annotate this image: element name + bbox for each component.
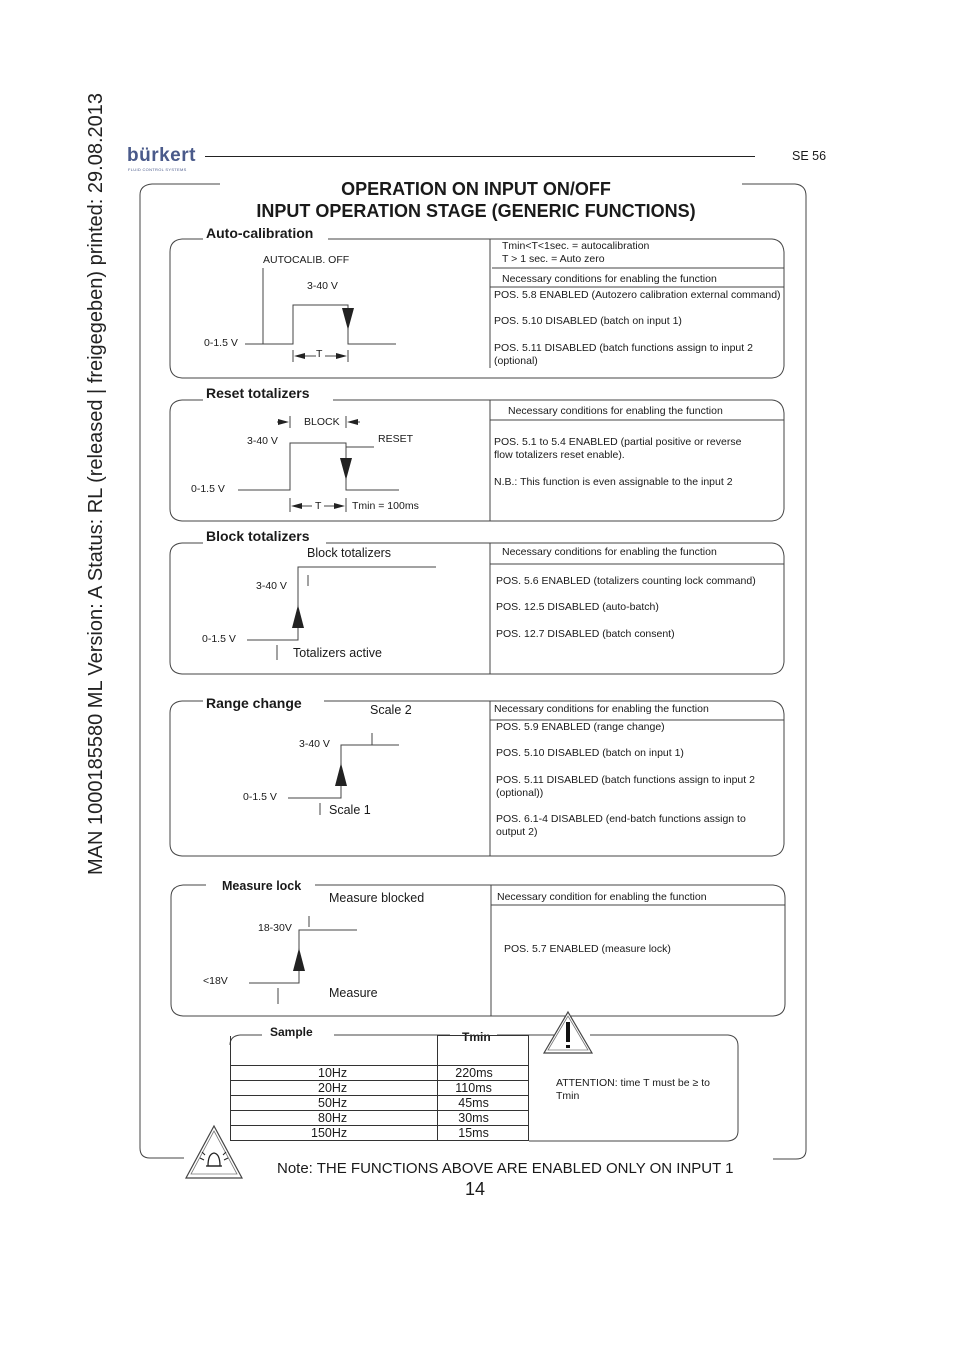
measure-cond-head: Necessary condition for enabling the function — [497, 891, 707, 903]
table-row — [231, 1111, 529, 1126]
autocal-cond-2: POS. 5.10 DISABLED (batch on input 1) — [494, 315, 682, 327]
table-row — [231, 1081, 529, 1096]
reset-reset-label: RESET — [378, 433, 414, 445]
block-cond-head: Necessary conditions for enabling the function — [502, 546, 717, 558]
measure-low-label: <18V — [203, 975, 228, 987]
range-cond-4: POS. 6.1-4 DISABLED (end-batch functions assign to output 2) — [496, 813, 746, 838]
sample-table — [230, 1035, 529, 1141]
table-row — [231, 1096, 529, 1111]
section-title-block: Block totalizers — [206, 528, 310, 544]
reset-tmin-label: Tmin = 100ms — [352, 500, 419, 512]
tmin-cell: 45ms — [438, 1096, 529, 1111]
warning-exclamation-icon — [542, 1010, 594, 1055]
page-title-line1: OPERATION ON INPUT ON/OFF — [341, 179, 611, 199]
tmin-cell: 30ms — [438, 1111, 529, 1126]
sample-cell: 20Hz — [231, 1081, 438, 1096]
autocal-high-label: 3-40 V — [307, 280, 338, 292]
burkert-logo: bürkert — [127, 145, 196, 166]
autocal-off-label: AUTOCALIB. OFF — [263, 254, 350, 266]
autocal-cond-3: POS. 5.11 DISABLED (batch functions assign to input 2 (optional) — [494, 342, 753, 367]
sample-cell: 50Hz — [231, 1096, 438, 1111]
section-title-measure: Measure lock — [222, 879, 302, 893]
section-title-reset: Reset totalizers — [206, 385, 310, 401]
page-number: 14 — [465, 1179, 486, 1199]
doc-code: SE 56 — [792, 149, 827, 163]
warning-bell-icon — [184, 1124, 244, 1181]
autocal-desc2: T > 1 sec. = Auto zero — [502, 253, 605, 265]
measure-high-label: 18-30V — [258, 922, 292, 934]
reset-t-label: T — [315, 500, 322, 512]
autocal-low-label: 0-1.5 V — [204, 337, 238, 349]
tmin-col-header: Tmin — [462, 1030, 491, 1044]
page-title-line2: INPUT OPERATION STAGE (GENERIC FUNCTIONS) — [256, 201, 696, 221]
logo-subtitle: FLUID CONTROL SYSTEMS — [128, 167, 187, 172]
block-high-label: 3-40 V — [256, 580, 287, 592]
sample-cell: 80Hz — [231, 1111, 438, 1126]
range-high-label: 3-40 V — [299, 738, 330, 750]
autocal-t-label: T — [316, 348, 323, 360]
range-cond-2: POS. 5.10 DISABLED (batch on input 1) — [496, 747, 684, 759]
attention-note: ATTENTION: time T must be ≥ to Tmin — [556, 1077, 710, 1102]
block-low-label: 0-1.5 V — [202, 633, 236, 645]
block-cond-3: POS. 12.7 DISABLED (batch consent) — [496, 628, 675, 640]
measure-bottom-label: Measure — [329, 986, 378, 1000]
block-cond-1: POS. 5.6 ENABLED (totalizers counting lock command) — [496, 575, 756, 587]
range-cond-head: Necessary conditions for enabling the function — [494, 703, 709, 715]
range-bottom-label: Scale 1 — [329, 803, 371, 817]
section-title-autocal: Auto-calibration — [206, 225, 314, 241]
range-top-label: Scale 2 — [370, 703, 412, 717]
reset-cond-1: POS. 5.1 to 5.4 ENABLED (partial positive or reverse flow totalizers reset enable). — [494, 436, 742, 461]
reset-cond-head: Necessary conditions for enabling the function — [508, 405, 723, 417]
section-title-range: Range change — [206, 695, 302, 711]
sample-cell: 10Hz — [231, 1066, 438, 1081]
range-cond-1: POS. 5.9 ENABLED (range change) — [496, 721, 665, 733]
range-cond-3: POS. 5.11 DISABLED (batch functions assign to input 2 (optional)) — [496, 774, 755, 799]
autocal-cond-1: POS. 5.8 ENABLED (Autozero calibration external command) — [494, 289, 781, 301]
table-row — [231, 1066, 529, 1081]
measure-cond-1: POS. 5.7 ENABLED (measure lock) — [504, 943, 671, 955]
table-row — [231, 1126, 529, 1141]
footer-note: Note: THE FUNCTIONS ABOVE ARE ENABLED ONLY ON INPUT 1 — [277, 1160, 734, 1177]
measure-top-label: Measure blocked — [329, 891, 425, 905]
autocal-cond-head: Necessary conditions for enabling the function — [502, 273, 717, 285]
reset-low-label: 0-1.5 V — [191, 483, 225, 495]
man-version-label: MAN 1000185580 ML Version: A Status: RL (released | freigegeben) printed: 29.08.2013 — [85, 92, 107, 875]
tmin-cell: 220ms — [438, 1066, 529, 1081]
range-low-label: 0-1.5 V — [243, 791, 277, 803]
tmin-cell: 110ms — [438, 1081, 529, 1096]
tmin-cell: 15ms — [438, 1126, 529, 1141]
sample-col-header: Sample — [270, 1025, 313, 1039]
reset-high-label: 3-40 V — [247, 435, 278, 447]
block-bottom-label: Totalizers active — [293, 646, 382, 660]
block-cond-2: POS. 12.5 DISABLED (auto-batch) — [496, 601, 659, 613]
reset-block-label: BLOCK — [304, 416, 340, 428]
reset-cond-2: N.B.: This function is even assignable to the input 2 — [494, 476, 733, 488]
autocal-desc1: Tmin<T<1sec. = autocalibration — [502, 240, 650, 252]
sample-cell: 150Hz — [231, 1126, 438, 1141]
block-top-label: Block totalizers — [307, 546, 392, 560]
